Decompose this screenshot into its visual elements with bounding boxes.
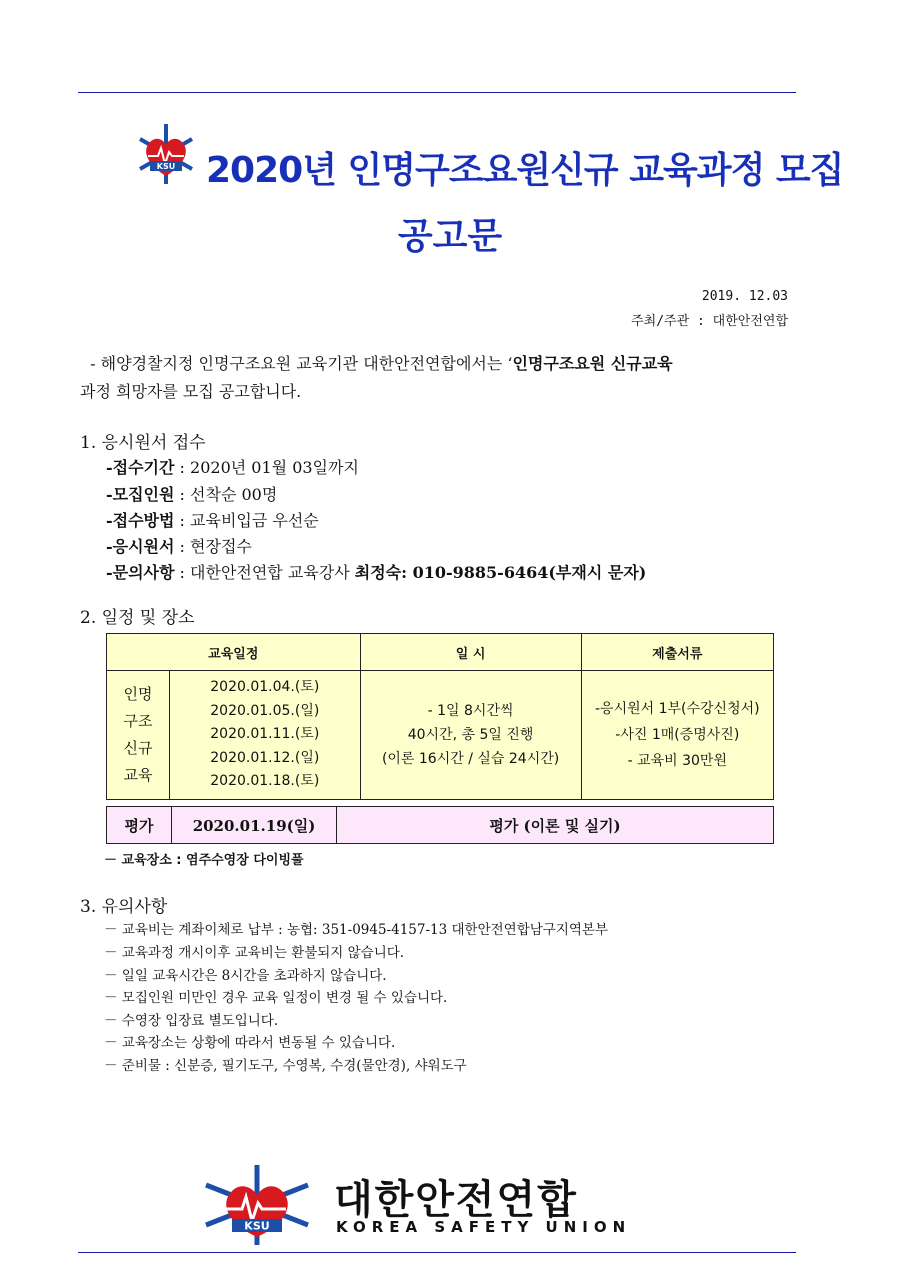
header-datetime: 일 시 <box>360 634 581 671</box>
date-item: 2020.01.04.(토) <box>210 679 320 696</box>
application-form <box>106 534 252 557</box>
brand-name-korean: 대한안전연합 <box>334 1177 578 1223</box>
time-line: - 1일 8시간씩 <box>427 703 514 719</box>
intro-highlight: 인명구조요원 신규교육 <box>512 354 673 373</box>
application-method-label: -접수방법 <box>106 511 175 530</box>
evaluation-desc: 평가 (이론 및 실기) <box>337 807 774 844</box>
logo-label: KSU <box>156 162 176 171</box>
inquiry-label: -문의사항 <box>106 563 175 582</box>
evaluation-row <box>107 807 774 844</box>
ksu-logo-icon <box>132 120 200 188</box>
page-title: 2020년 인명구조요원신규 교육과정 모집 <box>206 150 844 191</box>
note-item: － 교육과정 개시이후 교육비는 환불되지 않습니다. <box>104 945 405 961</box>
date-item: 2020.01.12.(일) <box>210 749 320 766</box>
inquiry <box>106 560 646 583</box>
course-line: 인명 <box>123 685 153 703</box>
date-item: 2020.01.18.(토) <box>210 773 320 790</box>
schedule-header-row <box>107 634 774 671</box>
recruit-count <box>106 482 277 505</box>
section-1-heading: 1. 응시원서 접수 <box>80 433 206 453</box>
notice-date: 2019. 12.03 <box>701 289 788 304</box>
course-name <box>107 671 170 800</box>
course-line: 교육 <box>123 766 153 784</box>
date-item: 2020.01.11.(토) <box>210 726 320 743</box>
note-item: － 교육장소는 상황에 따라서 변동될 수 있습니다. <box>104 1035 396 1051</box>
application-period-value: : 2020년 01월 03일까지 <box>174 458 359 477</box>
application-method-value: : 교육비입금 우선순 <box>174 511 319 530</box>
required-documents <box>581 671 773 800</box>
notice-organizer: 주최/주관 : 대한안전연합 <box>631 314 788 329</box>
application-method <box>106 508 319 531</box>
course-time <box>360 671 581 800</box>
note-item: － 일일 교육시간은 8시간을 초과하지 않습니다. <box>104 968 387 984</box>
header-schedule: 교육일정 <box>107 634 361 671</box>
section-2-heading: 2. 일정 및 장소 <box>80 608 195 628</box>
intro-paragraph <box>80 350 790 406</box>
evaluation-table <box>106 806 774 844</box>
application-form-value: : 현장접수 <box>174 537 252 556</box>
inquiry-value: : 대한안전연합 교육강사 <box>174 563 355 582</box>
brand-name-english: KOREA SAFETY UNION <box>336 1218 632 1236</box>
note-item: － 수영장 입장료 별도입니다. <box>104 1013 279 1029</box>
brand-logo-label: KSU <box>244 1219 270 1233</box>
note-item: － 모집인원 미만인 경우 교육 일정이 변경 될 수 있습니다. <box>104 990 448 1006</box>
venue-line: － 교육장소 : 염주수영장 다이빙풀 <box>104 853 304 868</box>
top-rule <box>78 92 796 93</box>
time-line: 40시간, 총 5일 진행 <box>407 727 534 743</box>
application-period <box>106 455 359 478</box>
application-form-label: -응시원서 <box>106 537 175 556</box>
date-item: 2020.01.05.(일) <box>210 702 320 719</box>
doc-item: -사진 1매(증명사진) <box>615 727 740 743</box>
page-subtitle: 공고문 <box>397 216 503 257</box>
doc-item: -응시원서 1부(수강신청서) <box>595 701 760 717</box>
intro-text-2: 과정 희망자를 모집 공고합니다. <box>80 382 302 401</box>
application-period-label: -접수기간 <box>106 458 175 477</box>
recruit-count-value: : 선착순 00명 <box>174 485 278 504</box>
evaluation-label: 평가 <box>107 807 172 844</box>
schedule-row <box>107 671 774 800</box>
section-3-heading: 3. 유의사항 <box>80 897 168 917</box>
course-line: 구조 <box>123 712 153 730</box>
inquiry-contact: 최정숙: 010-9885-6464(부재시 문자) <box>354 563 647 582</box>
header-documents: 제출서류 <box>581 634 773 671</box>
recruit-count-label: -모집인원 <box>106 485 175 504</box>
doc-item: - 교육비 30만원 <box>627 753 727 769</box>
course-line: 신규 <box>123 739 153 757</box>
evaluation-date: 2020.01.19(일) <box>172 807 337 844</box>
schedule-table <box>106 633 774 800</box>
note-item: － 준비물 : 신분증, 필기도구, 수영복, 수경(물안경), 샤워도구 <box>104 1058 467 1074</box>
ksu-brand-logo-icon <box>196 1163 318 1247</box>
bottom-rule <box>78 1252 796 1253</box>
course-dates <box>170 671 361 800</box>
time-line: (이론 16시간 / 실습 24시간) <box>381 751 560 767</box>
intro-text: - 해양경찰지정 인명구조요원 교육기관 대한안전연합에서는 ‘ <box>80 354 513 373</box>
note-item: － 교육비는 계좌이체로 납부 : 농협: 351-0945-4157-13 대한안전연합남구지역본부 <box>104 922 609 938</box>
